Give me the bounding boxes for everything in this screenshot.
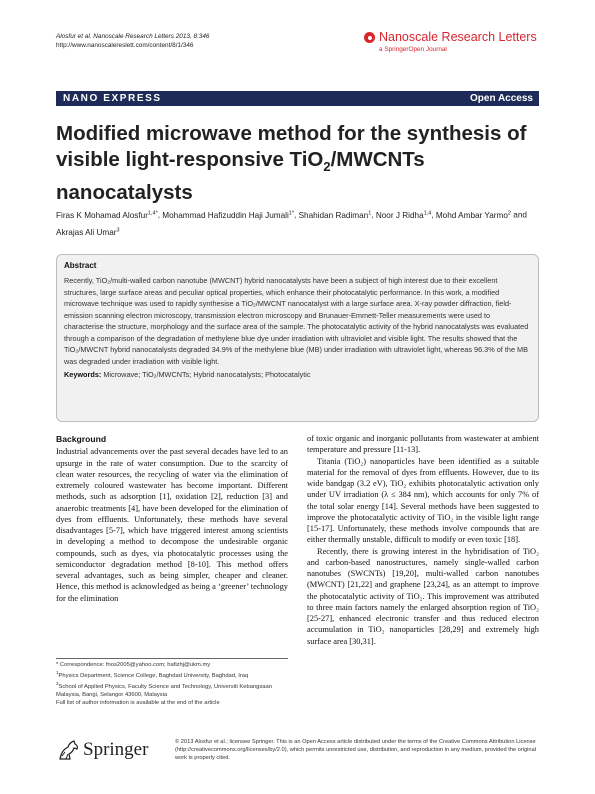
journal-logo[interactable]	[364, 30, 539, 58]
author[interactable]	[56, 211, 158, 220]
aff3-text: School of Applied Physics, Faculty Science and Technology, Universiti Kebangsaan Malaysia, Bangi, Selangor 43600, Malaysia	[56, 683, 272, 698]
author-name: Firas K Mohamad Alosfur	[56, 210, 148, 220]
affiliation-3	[56, 680, 288, 699]
springer-logo[interactable]	[56, 739, 166, 761]
springer-horse-icon	[56, 739, 80, 761]
right-paragraph-1: of toxic organic and inorganic pollutants from wastewater at ambient temperature and pressure [11-13].	[307, 434, 539, 455]
springer-wordmark: Springer	[83, 739, 149, 760]
correspondence: * Correspondence: fnos2005@yahoo.com; hafizhj@ukm.my	[56, 662, 211, 668]
aff1-mark: 1	[56, 670, 59, 675]
journal-name: Nanoscale Research Letters	[379, 30, 537, 44]
author[interactable]	[376, 211, 431, 220]
keywords	[64, 369, 531, 381]
citation-header	[56, 32, 209, 50]
author-list	[56, 206, 539, 240]
author-name: Mohd Ambar Yarmo	[435, 210, 508, 220]
author[interactable]	[162, 211, 294, 220]
article-url[interactable]: http://www.nanoscalereslett.com/content/8/1/346	[56, 42, 194, 49]
author-affiliation: 2	[507, 210, 511, 216]
abstract-heading: Abstract	[64, 261, 97, 270]
author-affiliation: 1,4	[423, 210, 432, 216]
right-paragraph-2: Titania (TiO₂) nanoparticles have been identified as a suitable material for the removal of dyes from effluents. However, due to its wide bandgap (3.2 eV), TiO₂ exhibits photocatalytic activation only under UV irradiation (λ ≤ 384 nm), which accounts for only 7% of the total solar energy [14]. Several methods have been suggested to improve the photocatalytic activity of TiO₂ in the visible light range [15-17]. Unfortunately, these methods involve compounds that are either thermally unstable, difficult to modify or even toxic [18].	[307, 456, 539, 545]
affiliation-1	[56, 669, 288, 680]
author[interactable]	[56, 228, 120, 237]
citation-line: Alosfur et al. Nanoscale Research Letters 2013, 8:346	[56, 33, 210, 40]
author-name: Akrajas Ali Umar	[56, 227, 117, 237]
author-affiliation: 1*	[288, 210, 294, 216]
author-name: Mohammad Hafizuddin Haji Jumali	[162, 210, 289, 220]
left-column	[56, 434, 288, 604]
left-paragraph-1: Industrial advancements over the past several decades have led to an upsurge in the rate of water consumption. Due to the scarcity of clean water resources, the recycling of water via the elimination of extremely coloured wastewater has become important. Different methods, such as adsorption [1], oxidation [2], reduction [3] and anaerobic treatments [4], have been developed for the elimination of dyes from effluents. Unfortunately, these methods have several disadvantages [5-7], which have triggered interest among scientists in developing a method to decompose the undesirable organic compounds, such as dyes, via photocatalytic processes using the semiconductor degradation method [8-10]. This method offers several advantages, such as being simpler, cheaper and cleaner. Hence, this method is acknowledged as being a ‘greener’ technology for the elimination	[56, 447, 288, 603]
author-affiliation: 3	[116, 227, 120, 234]
title-part1: Modified microwave method for the synthesis of visible light-responsive TiO	[56, 122, 527, 171]
journal-logo-icon	[364, 32, 375, 43]
author-separator: ,	[431, 210, 436, 220]
author-separator: ,	[371, 210, 376, 220]
author-separator: ,	[294, 210, 299, 220]
open-access-label: Open Access	[470, 93, 533, 104]
keywords-list: Microwave; TiO₂/MWCNTs; Hybrid nanocatalysts; Photocatalytic	[101, 370, 311, 380]
article-title	[56, 121, 541, 206]
author-affiliation: 1	[368, 210, 372, 216]
keywords-label: Keywords:	[64, 370, 102, 380]
background-heading: Background	[56, 434, 107, 444]
license-text: © 2013 Alosfur et al.; licensee Springer. This is an Open Access article distributed under the terms of the Creative Commons Attribution License (http://creativecommons.org/licenses/by/2.0), which permits unrestricted use, distribution, and reproduction in any medium, provided the original work is properly cited.	[175, 739, 537, 761]
abstract-text: Recently, TiO₂/multi-walled carbon nanotube (MWCNT) hybrid nanocatalysts have been a subject of high interest due to their excellent structures, large surface areas and peculiar optical properties, which enhance their photocatalytic performance. In this work, a modified microwave technique was used to rapidly synthesise a TiO₂/MWCNT nanocatalyst with a large surface area. X-ray powder diffraction, field-emission scanning electron microscopy, transmission electron microscopy and Brunauer-Emmett-Teller measurements were used to characterise the structure, morphology and the surface area of the sample. The photocatalytic activity of the hybrid nanocatalysts was evaluated through a comparison of the degradation of methylene blue dye under irradiation with ultraviolet and visible light. The results showed that the TiO₂/MWCNT hybrid nanocatalysts degraded 34.9% of the methylene blue (MB) under irradiation with ultraviolet light, whereas 96.3% of the MB was degraded under irradiation with visible light.	[64, 276, 529, 366]
title-part2: /MWCNTs nanocatalysts	[56, 148, 425, 205]
title-subscript: 2	[323, 159, 331, 175]
author[interactable]	[436, 211, 511, 220]
section-banner	[56, 91, 539, 106]
abstract-box	[56, 254, 539, 422]
author-name: Shahidan Radiman	[298, 210, 369, 220]
section-label: NANO EXPRESS	[63, 93, 162, 104]
aff1-text: Physics Department, Science College, Baghdad University, Baghdad, Iraq	[58, 672, 249, 679]
right-column	[307, 433, 539, 647]
full-list-note: Full list of author information is available at the end of the article	[56, 699, 220, 706]
footnotes	[56, 658, 288, 707]
aff3-mark: 3	[56, 680, 59, 686]
author[interactable]	[299, 211, 372, 220]
journal-subtitle: a SpringerOpen Journal	[379, 46, 447, 53]
right-paragraph-3: Recently, there is growing interest in the hybridisation of TiO₂ and carbon-based nanostructures, namely single-walled carbon nanotubes (SWCNTs) [19,20], multi-walled carbon nanotubes (MWCNT) [21,22] and graphene [23,24], as an attempt to improve the photocatalytic activity of TiO₂. This improvement was attributed to three main factors namely the enlarged absorption region of TiO₂ [25-27], enhanced electronic transfer and thus reduced electron accumulation in TiO₂ nanoparticles [28,29] and extremely high surface area [30,31].	[307, 546, 539, 646]
author-separator: ,	[157, 210, 163, 220]
author-affiliation: 1,4*	[147, 210, 158, 216]
author-name: Noor J Ridha	[375, 210, 424, 220]
author-separator: and	[510, 210, 527, 220]
